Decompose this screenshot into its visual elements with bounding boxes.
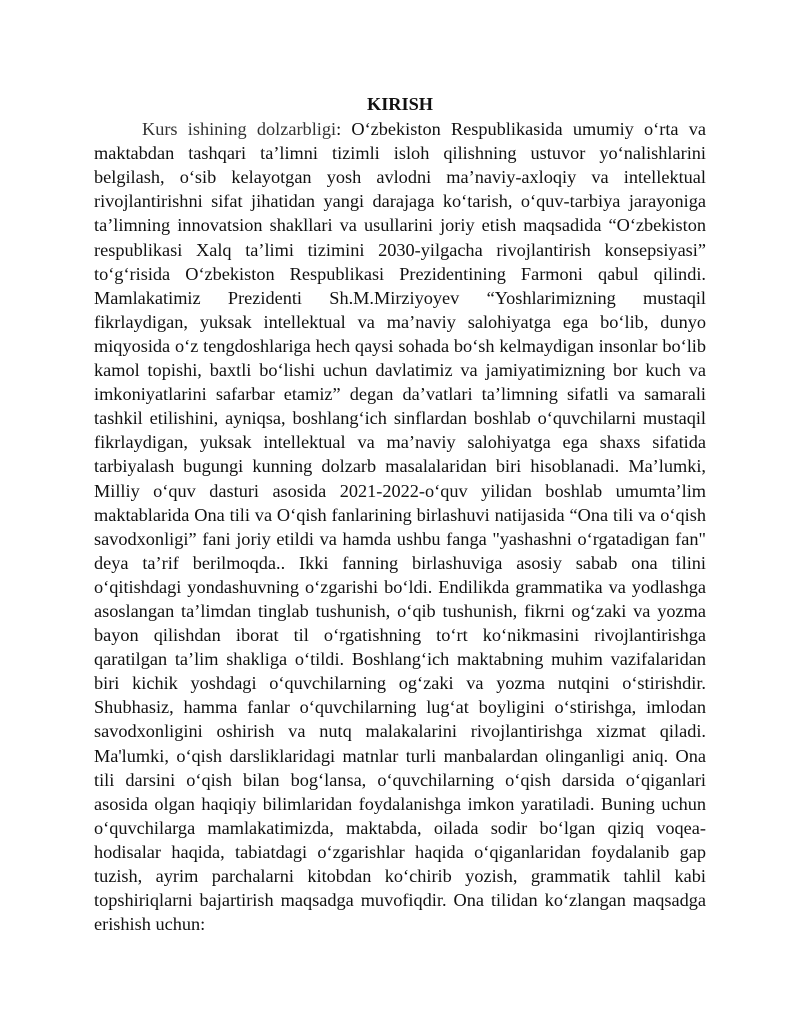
paragraph-text: : O‘zbekiston Respublikasida umumiy o‘rta va maktabdan tashqari ta’limni tizimli isloh qilishning ustuvor yo‘nalishlarini belgilash, o‘sib kelayotgan yosh avlodni ma’naviy-axloqiy va intellektual rivojlantirishni sifat jihatidan yangi darajaga ko‘tarish, o‘quv-tarbiya jarayoniga ta’limning innovatsion shakllari va usullarini joriy etish maqsadida “O‘zbekiston respublikasi Xalq ta’limi tizimini 2030-yilgacha rivojlantirish konsepsiyasi” to‘g‘risida O‘zbekiston Respublikasi Prezidentining Farmoni qabul qilindi. Mamlakatimiz Prezidenti Sh.M.Mirziyoyev “Yoshlarimizning mustaqil fikrlaydigan, yuksak intellektual va ma’naviy salohiyatga ega bo‘lib, dunyo miqyosida o‘z tengdoshlariga hech qaysi sohada bo‘sh kelmaydigan insonlar bo‘lib kamol topishi, baxtli bo‘lishi uchun davlatimiz va jamiyatimizning bor kuch va imkoniyatlarini safarbar etamiz” degan da’vatlari ta’limning sifatli va samarali tashkil etilishini, ayniqsa, boshlang‘ich sinflardan boshlab o‘quvchilarni mustaqil fikrlaydigan, yuksak intellektual va ma’naviy salohiyatga ega shaxs sifatida tarbiyalash bugungi kunning dolzarb masalalaridan biri hisoblanadi. Ma’lumki, Milliy o‘quv dasturi asosida 2021-2022-o‘quv yilidan boshlab umumta’lim maktablarida Ona tili va O‘qish fanlarining birlashuvi natijasida “Ona tili va o‘qish savodxonligi” fani joriy etildi va hamda ushbu fanga "yashashni o‘rgatadigan fan" deya ta’rif berilmoqda.. Ikki fanning birlashuviga asosiy sabab ona tilini o‘qitishdagi yondashuvning o‘zgarishi bo‘ldi. Endilikda grammatika va yodlashga asoslangan ta’limdan tinglab tushunish, o‘qib tushunish, fikrni og‘zaki va yozma bayon qilishdan iborat til o‘rgatishning to‘rt ko‘nikmasini rivojlantirishga qaratilgan ta’lim shakliga o‘tildi. Boshlang‘ich maktabning muhim vazifalaridan biri kichik yoshdagi o‘quvchilarning og‘zaki va yozma nutqini o‘stirishdir. Shubhasiz, hamma fanlar o‘quvchilarning lug‘at boyligini o‘stirishga, imlodan savodxonligini oshirish va nutq malakalarini rivojlantirishga xizmat qiladi. Ma'lumki, o‘qish darsliklaridagi matnlar turli manbalardan olinganligi aniq. Ona tili darsini o‘qish bilan bog‘lansa, o‘quvchilarning o‘qish darsida o‘qiganlari asosida olgan haqiqiy bilimlaridan foydalanishga imkon yaratiladi. Buning uchun o‘quvchilarga mamlakatimizda, maktabda, oilada sodir bo‘lgan qiziq voqea-hodisalar haqida, tabiatdagi o‘zgarishlar haqida o‘qiganlaridan foydalanib gap tuzish, ayrim parchalarni kitobdan ko‘chirib yozish, grammatik tahlil kabi topshiriqlarni bajartirish maqsadga muvofiqdir. Ona tilidan ko‘zlangan maqsadga erishish uchun: bbox=[94, 119, 707, 935]
body-paragraph bbox=[94, 117, 706, 936]
document-page bbox=[94, 92, 706, 936]
lead-label: Kurs ishining dolzarbligi bbox=[142, 119, 337, 140]
page-title: KIRISH bbox=[366, 94, 434, 114]
